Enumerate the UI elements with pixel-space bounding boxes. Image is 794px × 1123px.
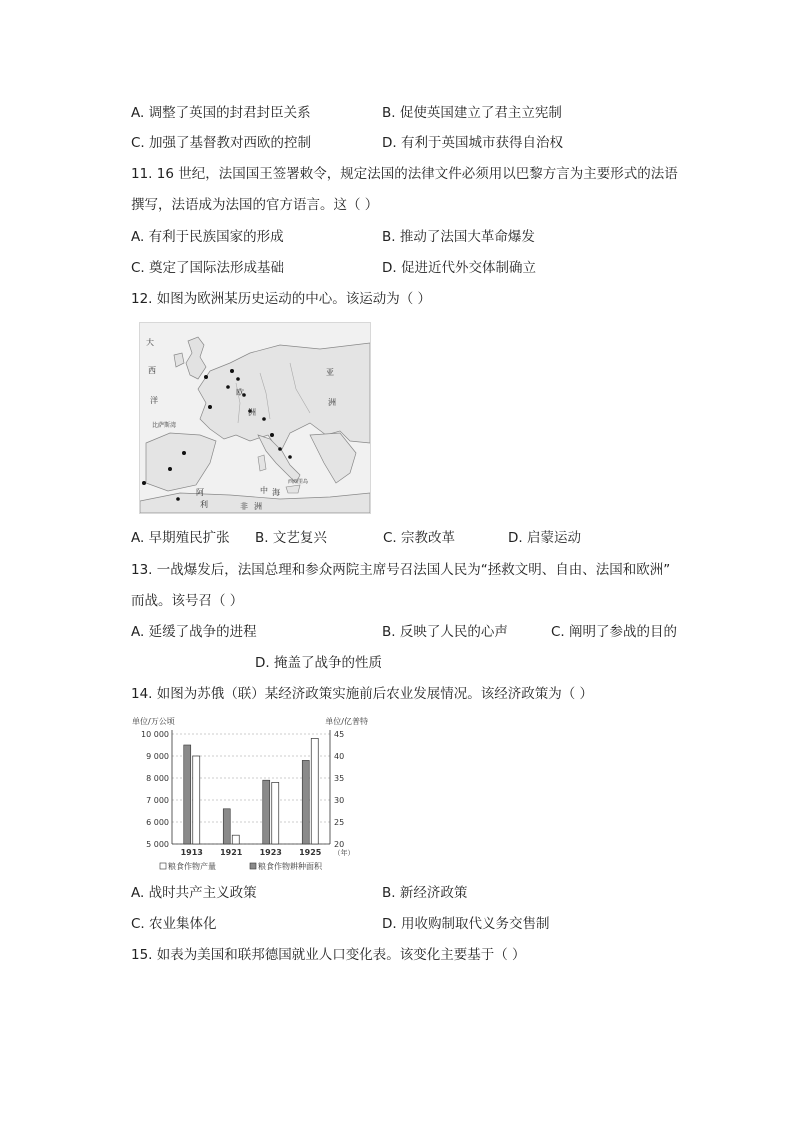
- right-tick-label: 20: [334, 840, 345, 849]
- x-axis-unit: （年）: [333, 849, 355, 857]
- q11-option-b[interactable]: B. 推动了法国大革命爆发: [382, 229, 535, 245]
- bar-output-1913: [193, 756, 200, 844]
- legend-swatch-output: [160, 863, 166, 869]
- agriculture-bar-chart: [130, 712, 370, 877]
- map-label-0: 大: [146, 338, 154, 347]
- map-label-8: 阿: [196, 488, 204, 497]
- bar-area-1913: [184, 745, 191, 844]
- x-tick-label: 1923: [259, 848, 282, 857]
- q12-option-d[interactable]: D. 启蒙运动: [508, 530, 581, 546]
- q10-option-c[interactable]: C. 加强了基督教对西欧的控制: [131, 135, 312, 151]
- bar-output-1921: [232, 835, 239, 844]
- left-tick-label: 9 000: [146, 752, 169, 761]
- q10-option-a[interactable]: A. 调整了英国的封君封臣关系: [131, 105, 311, 121]
- left-tick-label: 5 000: [146, 840, 169, 849]
- right-tick-label: 40: [334, 752, 345, 761]
- map-label-3: 欧: [236, 388, 244, 397]
- map-label-5: 比萨斯湾: [152, 422, 177, 429]
- right-tick-label: 45: [334, 730, 345, 739]
- map-label-14: 洲: [254, 502, 262, 511]
- map-label-4: 洲: [248, 408, 256, 417]
- map-label-6: 亚: [326, 368, 334, 377]
- right-axis-label: 单位/亿普特: [325, 717, 368, 726]
- legend-label-area: 粮食作物耕种面积: [258, 862, 322, 871]
- bar-area-1921: [223, 809, 230, 844]
- q14-option-b[interactable]: B. 新经济政策: [382, 885, 468, 901]
- q13-option-c[interactable]: C. 阐明了参战的目的: [551, 624, 678, 640]
- q11-stem-line1: 11. 16 世纪，法国国王签署敕令，规定法国的法律文件必须用以巴黎方言为主要形式的法语: [131, 166, 678, 182]
- map-label-7: 洲: [328, 398, 336, 407]
- left-axis-label: 单位/万公顷: [132, 717, 175, 726]
- q15-stem: 15. 如表为美国和联邦德国就业人口变化表。该变化主要基于（ ）: [131, 947, 526, 963]
- q11-option-a[interactable]: A. 有利于民族国家的形成: [131, 229, 284, 245]
- left-tick-label: 8 000: [146, 774, 169, 783]
- left-tick-label: 6 000: [146, 818, 169, 827]
- q11-option-d[interactable]: D. 促进近代外交体制确立: [382, 260, 536, 276]
- left-tick-label: 7 000: [146, 796, 169, 805]
- bar-area-1923: [263, 780, 270, 844]
- q13-option-d[interactable]: D. 掩盖了战争的性质: [255, 655, 382, 671]
- map-label-12: 海: [272, 488, 280, 497]
- q11-option-c[interactable]: C. 奠定了国际法形成基础: [131, 260, 285, 276]
- bar-output-1923: [272, 782, 279, 844]
- q12-option-b[interactable]: B. 文艺复兴: [255, 530, 327, 546]
- bar-area-1925: [302, 760, 309, 844]
- right-tick-label: 25: [334, 818, 345, 827]
- x-tick-label: 1921: [220, 848, 243, 857]
- legend-label-output: 粮食作物产量: [168, 862, 216, 871]
- europe-map-figure: [139, 322, 371, 514]
- q13-option-b[interactable]: B. 反映了人民的心声: [382, 624, 508, 640]
- q12-stem: 12. 如图为欧洲某历史运动的中心。该运动为（ ）: [131, 291, 432, 307]
- right-tick-label: 30: [334, 796, 345, 805]
- q14-stem: 14. 如图为苏俄（联）某经济政策实施前后农业发展情况。该经济政策为（ ）: [131, 686, 594, 702]
- legend-swatch-area: [250, 863, 256, 869]
- q10-option-d[interactable]: D. 有利于英国城市获得自治权: [382, 135, 563, 151]
- right-tick-label: 35: [334, 774, 345, 783]
- map-label-2: 洋: [150, 396, 158, 405]
- map-label-10: 西西里岛: [288, 479, 309, 485]
- q14-option-a[interactable]: A. 战时共产主义政策: [131, 885, 257, 901]
- bar-output-1925: [311, 738, 318, 844]
- q10-option-b[interactable]: B. 促使英国建立了君主立宪制: [382, 105, 562, 121]
- x-tick-label: 1925: [299, 848, 322, 857]
- map-label-13: 非: [240, 502, 248, 511]
- x-tick-label: 1913: [180, 848, 203, 857]
- map-label-9: 利: [200, 500, 208, 509]
- q14-option-c[interactable]: C. 农业集体化: [131, 916, 217, 932]
- q13-option-a[interactable]: A. 延缓了战争的进程: [131, 624, 257, 640]
- q12-option-a[interactable]: A. 早期殖民扩张: [131, 530, 230, 546]
- left-tick-label: 10 000: [141, 730, 169, 739]
- map-label-11: 中: [260, 486, 268, 495]
- q12-option-c[interactable]: C. 宗教改革: [383, 530, 456, 546]
- q13-stem-line1: 13. 一战爆发后，法国总理和参众两院主席号召法国人民为“拯救文明、自由、法国和欧洲”: [131, 562, 671, 578]
- q11-stem-line2: 撰写，法语成为法国的官方语言。这（ ）: [131, 197, 379, 213]
- q14-option-d[interactable]: D. 用收购制取代义务交售制: [382, 916, 550, 932]
- map-label-1: 西: [148, 366, 156, 375]
- q13-stem-line2: 而战。该号召（ ）: [131, 593, 244, 609]
